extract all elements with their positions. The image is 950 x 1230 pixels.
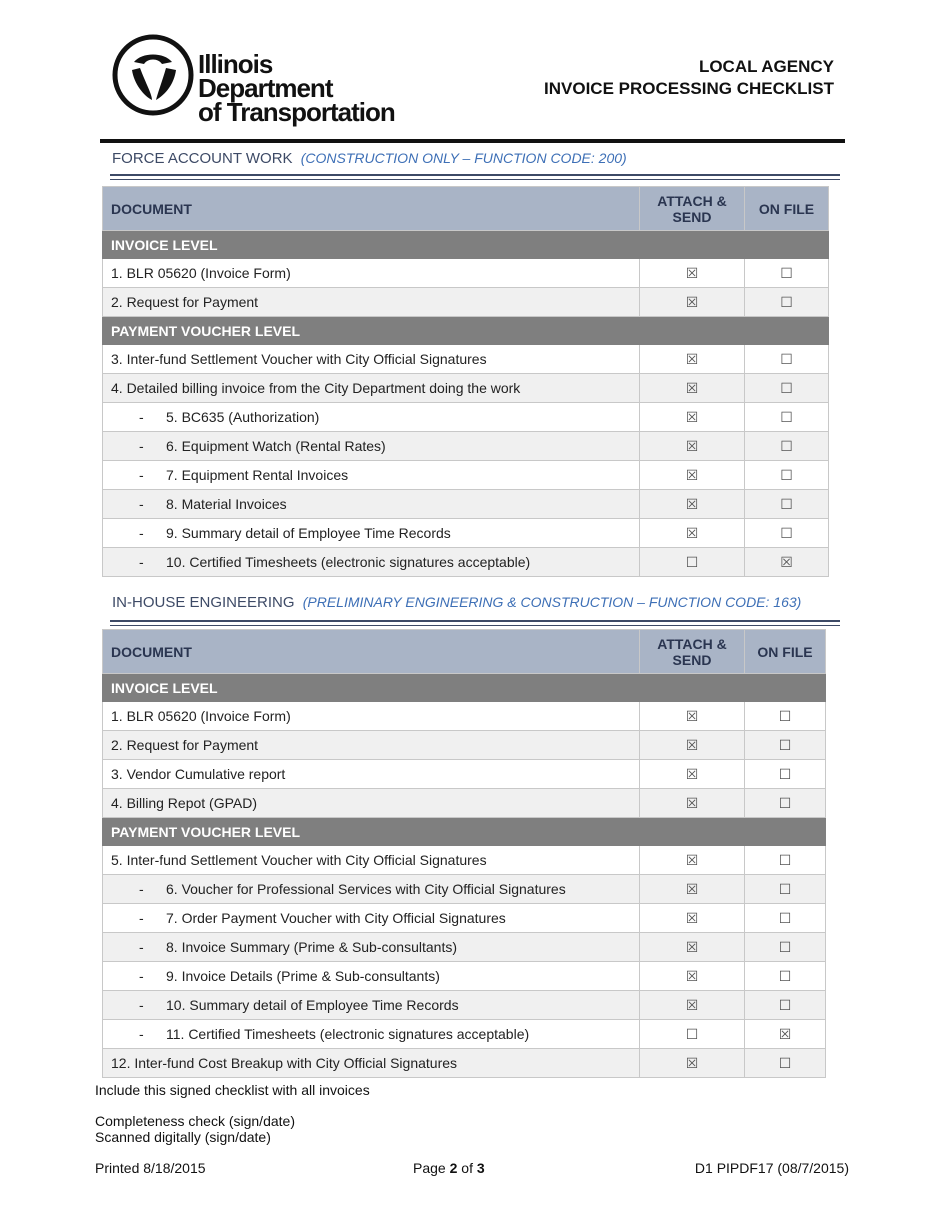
printed-date: Printed 8/18/2015	[95, 1160, 206, 1176]
table-row	[103, 991, 826, 1020]
header-rule	[100, 139, 845, 143]
table-row	[103, 702, 826, 731]
on-file-checkbox[interactable]: ☐	[745, 259, 829, 288]
level-header-row	[103, 231, 829, 259]
indent-dash: -	[139, 467, 144, 483]
on-file-checkbox[interactable]: ☐	[745, 904, 826, 933]
on-file-checkbox[interactable]: ☐	[745, 991, 826, 1020]
table-row	[103, 259, 829, 288]
document-label: 2. Request for Payment	[111, 737, 259, 753]
attach-send-checkbox[interactable]: ☒	[640, 288, 745, 317]
attach-send-checkbox[interactable]: ☒	[640, 374, 745, 403]
column-header-document: DOCUMENT	[103, 630, 640, 674]
document-cell	[103, 846, 640, 875]
level-header-row	[103, 674, 826, 702]
document-cell	[103, 702, 640, 731]
document-label: 10. Certified Timesheets (electronic signatures acceptable)	[166, 554, 531, 570]
table-header-row	[103, 187, 829, 231]
table-row	[103, 1020, 826, 1049]
attach-send-checkbox[interactable]: ☐	[640, 548, 745, 577]
form-id: D1 PIPDF17 (08/7/2015)	[694, 1160, 849, 1176]
document-label: 4. Billing Repot (GPAD)	[111, 795, 258, 811]
document-cell	[103, 345, 640, 374]
table-header-row	[103, 630, 826, 674]
section-title-text: FORCE ACCOUNT WORK	[112, 150, 293, 167]
document-cell	[103, 548, 640, 577]
indent-dash: -	[139, 409, 144, 425]
section-subtitle: (CONSTRUCTION ONLY – FUNCTION CODE: 200)	[300, 150, 627, 166]
on-file-checkbox[interactable]: ☐	[745, 731, 826, 760]
indent-dash: -	[139, 496, 144, 512]
completeness-check-label: Completeness check (sign/date)	[95, 1113, 295, 1129]
document-cell	[103, 904, 640, 933]
idot-logo-icon	[112, 34, 194, 116]
on-file-checkbox[interactable]: ☐	[745, 789, 826, 818]
document-cell	[103, 962, 640, 991]
on-file-checkbox[interactable]: ☐	[745, 702, 826, 731]
on-file-checkbox[interactable]: ☒	[745, 1020, 826, 1049]
on-file-checkbox[interactable]: ☐	[745, 875, 826, 904]
attach-send-checkbox[interactable]: ☒	[640, 403, 745, 432]
on-file-checkbox[interactable]: ☐	[745, 933, 826, 962]
on-file-checkbox[interactable]: ☐	[745, 432, 829, 461]
attach-send-checkbox[interactable]: ☒	[640, 904, 745, 933]
include-note: Include this signed checklist with all invoices	[95, 1082, 370, 1098]
document-label: 3. Inter-fund Settlement Voucher with City Official Signatures	[111, 351, 487, 367]
on-file-checkbox[interactable]: ☐	[745, 760, 826, 789]
on-file-checkbox[interactable]: ☐	[745, 962, 826, 991]
indent-dash: -	[139, 554, 144, 570]
attach-send-checkbox[interactable]: ☒	[640, 345, 745, 374]
column-header-attach-send: ATTACH & SEND	[640, 187, 745, 231]
column-header-attach-send: ATTACH & SEND	[640, 630, 745, 674]
force-account-table	[102, 186, 829, 577]
attach-send-checkbox[interactable]: ☒	[640, 933, 745, 962]
table-row	[103, 403, 829, 432]
attach-send-checkbox[interactable]: ☒	[640, 461, 745, 490]
on-file-checkbox[interactable]: ☐	[745, 1049, 826, 1078]
table-row	[103, 933, 826, 962]
document-cell	[103, 288, 640, 317]
indent-dash: -	[139, 997, 144, 1013]
attach-send-checkbox[interactable]: ☒	[640, 962, 745, 991]
section-title-force-account	[112, 150, 627, 167]
level-header-row	[103, 818, 826, 846]
section-title-in-house	[112, 594, 801, 611]
document-label: 5. BC635 (Authorization)	[166, 409, 320, 425]
table-row	[103, 875, 826, 904]
document-label: 8. Material Invoices	[166, 496, 287, 512]
document-label: 10. Summary detail of Employee Time Records	[166, 997, 459, 1013]
attach-send-checkbox[interactable]: ☒	[640, 490, 745, 519]
table-row	[103, 846, 826, 875]
document-cell	[103, 519, 640, 548]
attach-send-checkbox[interactable]: ☒	[640, 432, 745, 461]
document-cell	[103, 933, 640, 962]
attach-send-checkbox[interactable]: ☐	[640, 1020, 745, 1049]
document-cell	[103, 374, 640, 403]
column-header-document: DOCUMENT	[103, 187, 640, 231]
document-cell	[103, 875, 640, 904]
attach-send-checkbox[interactable]: ☒	[640, 991, 745, 1020]
on-file-checkbox[interactable]: ☐	[745, 519, 829, 548]
document-label: 7. Equipment Rental Invoices	[166, 467, 349, 483]
document-label: 4. Detailed billing invoice from the City Department doing the work	[111, 380, 521, 396]
document-label: 5. Inter-fund Settlement Voucher with City Official Signatures	[111, 852, 487, 868]
document-cell	[103, 403, 640, 432]
page-current: 2	[449, 1160, 458, 1176]
document-label: 6. Voucher for Professional Services with City Official Signatures	[166, 881, 566, 897]
page-prefix: Page	[413, 1160, 450, 1176]
on-file-checkbox[interactable]: ☐	[745, 345, 829, 374]
page-of: of	[457, 1160, 477, 1176]
idot-logo	[112, 34, 412, 127]
document-cell	[103, 1020, 640, 1049]
attach-send-checkbox[interactable]: ☒	[640, 731, 745, 760]
attach-send-checkbox[interactable]: ☒	[640, 846, 745, 875]
table-row	[103, 962, 826, 991]
column-header-on-file: ON FILE	[745, 630, 826, 674]
on-file-checkbox[interactable]: ☐	[745, 374, 829, 403]
table-row	[103, 374, 829, 403]
document-label: 6. Equipment Watch (Rental Rates)	[166, 438, 386, 454]
section-rule	[110, 620, 840, 626]
document-label: 1. BLR 05620 (Invoice Form)	[111, 708, 291, 724]
document-label: 9. Invoice Details (Prime & Sub-consultants)	[166, 968, 440, 984]
attach-send-checkbox[interactable]: ☒	[640, 1049, 745, 1078]
attach-send-checkbox[interactable]: ☒	[640, 760, 745, 789]
document-cell	[103, 461, 640, 490]
indent-dash: -	[139, 438, 144, 454]
title-line-1: LOCAL AGENCY	[698, 57, 834, 76]
table-row	[103, 519, 829, 548]
org-name	[198, 49, 412, 127]
document-cell	[103, 490, 640, 519]
on-file-checkbox[interactable]: ☐	[745, 461, 829, 490]
document-label: 11. Certified Timesheets (electronic signatures acceptable)	[166, 1026, 530, 1042]
indent-dash: -	[139, 968, 144, 984]
document-label: 12. Inter-fund Cost Breakup with City Official Signatures	[111, 1055, 458, 1071]
table-row	[103, 461, 829, 490]
in-house-engineering-table	[102, 629, 826, 1078]
table-row	[103, 731, 826, 760]
section-subtitle: (PRELIMINARY ENGINEERING & CONSTRUCTION – FUNCTION CODE: 163)	[302, 594, 802, 610]
document-label: 7. Order Payment Voucher with City Official Signatures	[166, 910, 506, 926]
table-row	[103, 432, 829, 461]
table-row	[103, 760, 826, 789]
column-header-on-file: ON FILE	[745, 187, 829, 231]
document-cell	[103, 1049, 640, 1078]
table-row	[103, 789, 826, 818]
document-cell	[103, 760, 640, 789]
title-line-2: INVOICE PROCESSING CHECKLIST	[544, 79, 834, 98]
document-label: 8. Invoice Summary (Prime & Sub-consultants)	[166, 939, 457, 955]
document-cell	[103, 991, 640, 1020]
document-cell	[103, 731, 640, 760]
document-label: 9. Summary detail of Employee Time Records	[166, 525, 451, 541]
attach-send-checkbox[interactable]: ☒	[640, 702, 745, 731]
attach-send-checkbox[interactable]: ☒	[640, 875, 745, 904]
indent-dash: -	[139, 881, 144, 897]
level-header-label: PAYMENT VOUCHER LEVEL	[103, 818, 826, 846]
table-row	[103, 904, 826, 933]
table-row	[103, 288, 829, 317]
level-header-label: INVOICE LEVEL	[103, 674, 826, 702]
level-header-label: INVOICE LEVEL	[103, 231, 829, 259]
indent-dash: -	[139, 525, 144, 541]
level-header-label: PAYMENT VOUCHER LEVEL	[103, 317, 829, 345]
org-line-1: Illinois Department	[198, 49, 333, 103]
section-title-text: IN-HOUSE ENGINEERING	[112, 594, 295, 611]
on-file-checkbox[interactable]: ☐	[745, 403, 829, 432]
document-cell	[103, 259, 640, 288]
table-row	[103, 548, 829, 577]
indent-dash: -	[139, 939, 144, 955]
document-cell	[103, 789, 640, 818]
table-row	[103, 490, 829, 519]
section-rule	[110, 174, 840, 180]
table-row	[103, 1049, 826, 1078]
indent-dash: -	[139, 1026, 144, 1042]
on-file-checkbox[interactable]: ☐	[745, 288, 829, 317]
document-label: 1. BLR 05620 (Invoice Form)	[111, 265, 291, 281]
scanned-digitally-label: Scanned digitally (sign/date)	[95, 1129, 271, 1145]
document-label: 2. Request for Payment	[111, 294, 259, 310]
on-file-checkbox[interactable]: ☐	[745, 490, 829, 519]
page-total: 3	[476, 1160, 485, 1176]
document-cell	[103, 432, 640, 461]
page-number	[413, 1160, 485, 1176]
level-header-row	[103, 317, 829, 345]
on-file-checkbox[interactable]: ☒	[745, 548, 829, 577]
document-label: 3. Vendor Cumulative report	[111, 766, 286, 782]
table-row	[103, 345, 829, 374]
attach-send-checkbox[interactable]: ☒	[640, 259, 745, 288]
document-title	[544, 56, 834, 100]
on-file-checkbox[interactable]: ☐	[745, 846, 826, 875]
indent-dash: -	[139, 910, 144, 926]
org-line-2: of Transportation	[198, 97, 395, 127]
attach-send-checkbox[interactable]: ☒	[640, 789, 745, 818]
attach-send-checkbox[interactable]: ☒	[640, 519, 745, 548]
